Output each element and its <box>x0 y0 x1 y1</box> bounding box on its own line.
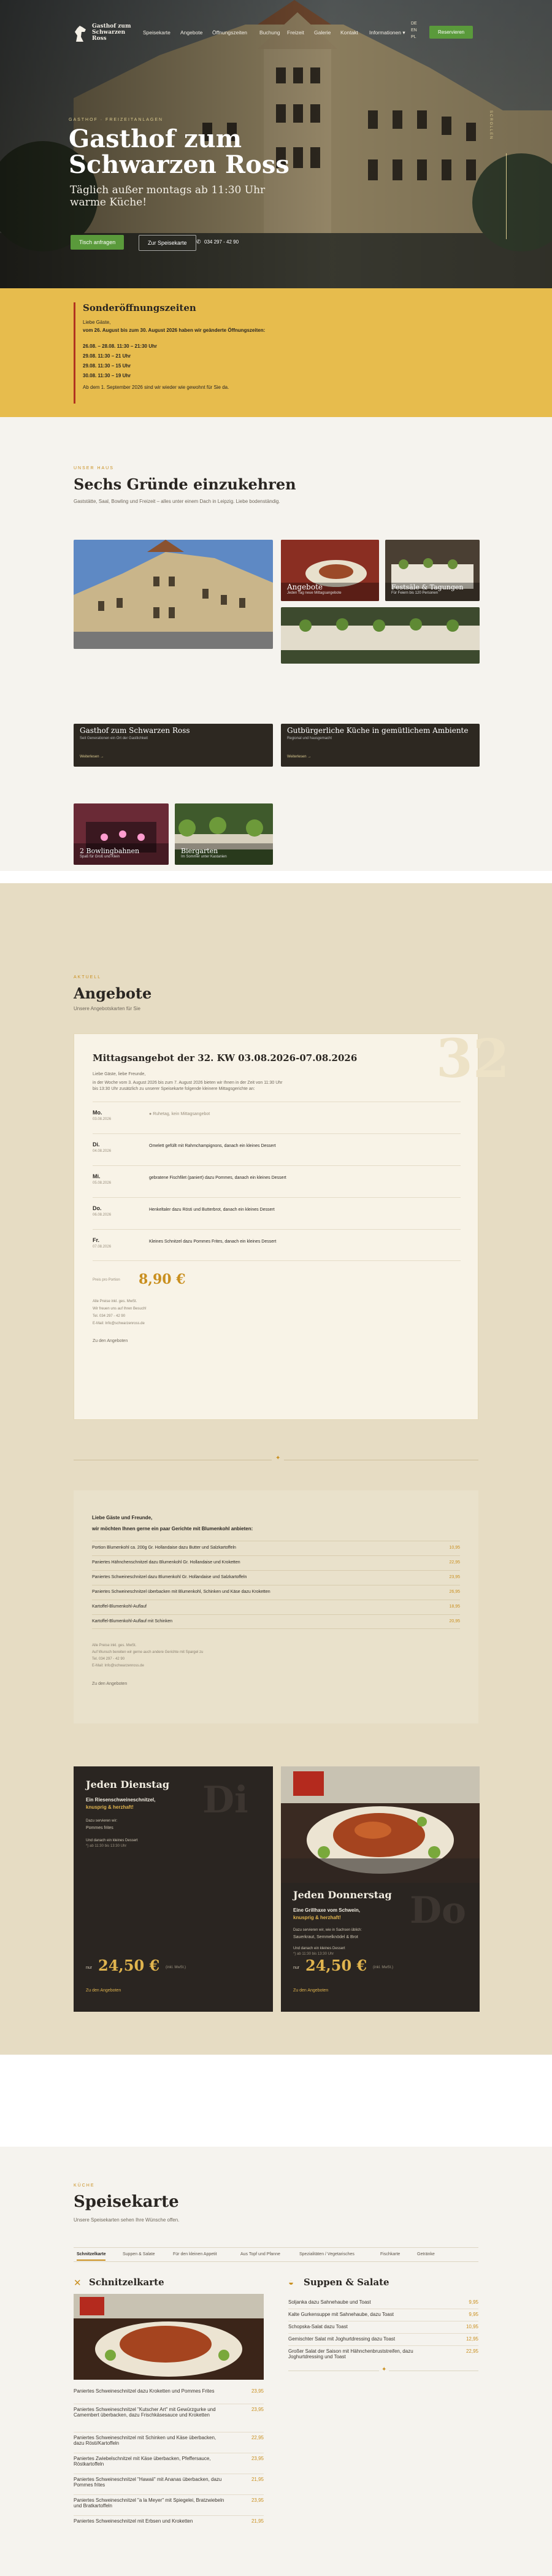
cauliflower-offers-link[interactable]: Zu den Angeboten <box>92 1682 128 1686</box>
weekly-day-row <box>93 1133 461 1165</box>
reason-tile-biergarten-title: Biergarten <box>181 847 218 855</box>
hero-subtitle-line-2: warme Küche! <box>70 196 147 209</box>
notice-greeting: Liebe Gäste, <box>83 320 111 325</box>
tab-getraenke[interactable]: Getränke <box>417 2252 435 2256</box>
reason-tile-gasthof-more-link[interactable]: Weiterlesen → <box>80 755 104 759</box>
menu-item-price: 21,95 <box>251 2518 264 2524</box>
thursday-offer-card <box>281 1766 480 2012</box>
notice-time-4: 30.08. 11:30 – 19 Uhr <box>83 373 131 378</box>
lang-pl[interactable]: PL <box>411 35 416 39</box>
notice-box <box>74 302 442 404</box>
thursday-offers-link[interactable]: Zu den Angeboten <box>293 1988 329 1993</box>
menu-eyebrow: KÜCHE <box>74 2183 95 2188</box>
tab-suppen-salate[interactable]: Suppen & Salate <box>123 2252 155 2256</box>
weekly-offer-greeting: Liebe Gäste, liebe Freunde, <box>93 1072 146 1076</box>
menu-item-name: Paniertes Schweineschnitzel mit Erbsen und Kroketten <box>74 2518 193 2524</box>
reasons-eyebrow: UNSER HAUS <box>74 466 114 470</box>
weekly-price-label: Preis pro Portion <box>93 1278 120 1282</box>
tuesday-price: 24,50 € <box>98 1957 160 1974</box>
weekly-day-row <box>93 1229 461 1261</box>
weekly-day-row <box>93 1197 461 1229</box>
reasons-title: Sechs Gründe einzukehren <box>74 475 296 493</box>
menu-section <box>0 2147 552 2576</box>
menu-item-name: Großer Salat der Saison mit Hähnchenbruststreifen, dazu Joghurtdressing und Toast <box>288 2348 413 2359</box>
hero-eyebrow: GASTHOF · FREIZEITANLAGEN <box>69 118 164 122</box>
notice-times <box>83 342 442 381</box>
thursday-note-2: *) ab 11:30 bis 13:30 Uhr <box>293 1952 334 1956</box>
thursday-price: 24,50 € <box>305 1957 367 1974</box>
weekly-day-date: 07.08.2026 <box>93 1245 112 1249</box>
weekly-day-name: Do. <box>93 1205 102 1211</box>
reasons-section <box>0 417 552 871</box>
menu-item-name: Paniertes Zwiebelschnitzel mit Käse überbacken, Pfeffersauce, Röstkartoffeln <box>74 2456 211 2467</box>
cauliflower-greeting: Liebe Gäste und Freunde, <box>92 1515 153 1520</box>
menu-right-title: Suppen & Salate <box>304 2277 389 2288</box>
weekly-offer-bignum: 32 <box>436 1028 510 1090</box>
tab-topf-pfanne[interactable]: Aus Topf und Pfanne <box>240 2252 280 2256</box>
menu-item-name: Paniertes Schweineschnitzel mit Schinken und Käse überbacken, dazu Rösti/Kartoffeln <box>74 2435 217 2446</box>
cauliflower-item-name: Portion Blumenkohl ca. 200g Gr. Hollandaise dazu Butter und Salzkartoffeln <box>92 1546 236 1550</box>
cauliflower-item-name: Paniertes Hähnchenschnitzel dazu Blumenkohl Gr. Hollandaise und Kroketten <box>92 1560 240 1565</box>
menu-item-name: Schopska-Salat dazu Toast <box>288 2324 348 2329</box>
menu-left-title: Schnitzelkarte <box>89 2277 164 2288</box>
menu-item-price: 9,95 <box>469 2299 478 2305</box>
cauliflower-item-name: Kartoffel-Blumenkohl-Auflauf <box>92 1604 147 1609</box>
nav-item-speisekarte[interactable]: Speisekarte <box>143 29 171 36</box>
reason-tile-kueche-title: Gutbürgerliche Küche in gemütlichem Ambiente <box>287 726 469 735</box>
tab-spezialitaeten[interactable]: Spezialitäten / Vegetarisches <box>299 2252 355 2256</box>
menu-item-name: Paniertes Schweineschnitzel dazu Kroketten und Pommes Frites <box>74 2388 215 2394</box>
cauliflower-item <box>92 1614 460 1629</box>
thursday-headline: Eine Grillhaxe vom Schwein, <box>293 1907 360 1913</box>
tuesday-price-from: nur <box>86 1966 93 1970</box>
reason-tile-festsaal-text: Für Feiern bis 120 Personen <box>391 591 439 595</box>
offers-eyebrow: AKTUELL <box>74 975 102 979</box>
thursday-roast-image <box>281 1766 480 1883</box>
weekly-day-name: Fr. <box>93 1237 100 1243</box>
weekly-price: 8,90 € <box>139 1271 186 1287</box>
hero-section <box>0 0 552 288</box>
cauliflower-intro: wir möchten Ihnen gerne ein paar Gerichte mit Blumenkohl anbieten: <box>92 1526 253 1531</box>
weekly-day-date: 05.08.2026 <box>93 1181 112 1185</box>
menu-item <box>288 2346 478 2366</box>
menu-item <box>74 2432 264 2453</box>
soup-bowl-icon: ◒ <box>288 2277 294 2288</box>
menu-title: Speisekarte <box>74 2193 179 2211</box>
menu-item-name: Kalte Gurkensuppe mit Sahnehaube, dazu Toast <box>288 2312 394 2317</box>
weekly-offer-intro-2: bis 13:30 Uhr zusätzlich zu unserer Speisekarte folgende kleinere Mittagsgerichte an: <box>93 1087 255 1091</box>
menu-item-price: 10,95 <box>466 2324 478 2329</box>
tuesday-served: Pommes frites <box>86 1826 113 1830</box>
weekly-day-dish: gebratene Fischfilet (paniert) dazu Pommes, danach ein kleines Dessert <box>149 1176 286 1180</box>
reason-tile-festsaal[interactable] <box>385 540 480 601</box>
cauliflower-item-name: Paniertes Schweineschnitzel dazu Blumenkohl Gr. Hollandaise und Salzkartoffeln <box>92 1575 247 1579</box>
reason-tile-kueche-text: Regional und hausgemacht <box>287 737 332 740</box>
reason-tile-kueche[interactable] <box>281 724 480 767</box>
reason-tile-festsaal-title: Festsäle & Tagungen <box>391 583 464 591</box>
cauliflower-item-price: 20,95 <box>449 1619 460 1623</box>
nav-item-buchung[interactable]: Buchung <box>259 29 280 36</box>
reason-tile-gasthof-title: Gasthof zum Schwarzen Ross <box>80 726 190 735</box>
lang-de[interactable]: DE <box>411 21 417 26</box>
special-hours-notice <box>0 288 552 417</box>
reason-tile-biergarten-caption <box>181 847 227 859</box>
weekly-note: Tel. 034 297 - 42 90 <box>93 1314 126 1318</box>
cauliflower-item <box>92 1555 460 1570</box>
cauliflower-item-price: 10,95 <box>449 1546 460 1550</box>
thursday-served-label: Dazu servieren wir, wie in Sachsen üblich: <box>293 1928 362 1932</box>
menu-item <box>74 2495 264 2516</box>
tab-schnitzelkarte[interactable]: Schnitzelkarte <box>77 2252 105 2261</box>
menu-item-price: 23,95 <box>251 2407 264 2412</box>
menu-item-price: 22,95 <box>466 2348 478 2354</box>
weekly-offer-days <box>93 1102 461 1261</box>
menu-item <box>74 2386 264 2404</box>
tuesday-served-label: Dazu servieren wir: <box>86 1819 118 1823</box>
thursday-price-note: (inkl. MwSt.) <box>373 1966 393 1969</box>
weekly-notes <box>93 1298 147 1327</box>
notice-time-1: 26.08. – 28.08. 11:30 – 21:30 Uhr <box>83 343 157 349</box>
tuesday-offers-link[interactable]: Zu den Angeboten <box>86 1988 121 1993</box>
menu-item-name: Soljanka dazu Sahnehaube und Toast <box>288 2299 371 2305</box>
hero-table-request-button[interactable]: Tisch anfragen <box>71 235 124 250</box>
notice-time-3: 29.08. 11:30 – 15 Uhr <box>83 363 131 369</box>
notice-outro: Ab dem 1. September 2026 sind wir wieder wie gewohnt für Sie da. <box>83 385 229 390</box>
weekly-day-name: Mo. <box>93 1110 102 1116</box>
cauliflower-notes <box>92 1643 203 1669</box>
lang-en[interactable]: EN <box>411 28 417 33</box>
menu-item <box>288 2334 478 2346</box>
menu-item-price: 23,95 <box>251 2497 264 2503</box>
weekly-day-dish: Kleines Schnitzel dazu Pommes Frites, danach ein kleines Dessert <box>149 1240 277 1244</box>
notice-title: Sonderöffnungszeiten <box>83 302 196 313</box>
tuesday-offer-card <box>74 1766 273 2012</box>
tuesday-note-2: *) ab 11:30 bis 13:30 Uhr <box>86 1844 127 1848</box>
hero-phone-link[interactable]: 034 297 - 42 90 <box>204 239 239 245</box>
reserve-button[interactable]: Reservieren <box>429 26 473 39</box>
nav-item-angebote[interactable]: Angebote <box>180 29 203 36</box>
notice-time-2: 29.08. 11:30 – 21 Uhr <box>83 353 131 359</box>
menu-item-price: 12,95 <box>466 2336 478 2342</box>
hero-subtitle <box>70 184 265 209</box>
reason-tile-gasthof[interactable] <box>74 724 273 767</box>
brand-line-2: Schwarzen <box>92 29 126 36</box>
tuesday-headline: Ein Riesenschweineschnitzel, <box>86 1797 156 1803</box>
cauliflower-item <box>92 1600 460 1614</box>
thursday-title: Jeden Donnerstag <box>293 1889 392 1901</box>
weekly-day-date: 03.08.2026 <box>93 1117 112 1121</box>
weekly-day-date: 06.08.2026 <box>93 1213 112 1217</box>
tuesday-price-note: (inkl. MwSt.) <box>166 1966 186 1969</box>
cauliflower-note: Auf Wunsch bereiten wir gerne auch andere Gerichte mit Spargel zu <box>92 1650 204 1654</box>
reason-tile-angebote[interactable] <box>281 540 379 601</box>
menu-item <box>288 2321 478 2334</box>
nav-item-freizeit[interactable]: Freizeit <box>287 29 304 36</box>
hero-side-text: SCROLLEN <box>489 110 493 140</box>
cauliflower-item <box>92 1585 460 1600</box>
weekly-day-dish-text: Ruhetag, kein Mittagsangebot <box>153 1112 210 1116</box>
thursday-headline-2: knusprig & herzhaft! <box>293 1915 341 1920</box>
cauliflower-item-price: 22,95 <box>449 1560 460 1565</box>
thursday-price-from: nur <box>293 1966 300 1970</box>
weekly-note: Wir freuen uns auf Ihren Besuch! <box>93 1307 147 1311</box>
reason-tile-angebote-caption <box>287 583 342 595</box>
weekly-offers-link[interactable]: Zu den Angeboten <box>93 1339 128 1343</box>
weekly-day-dish: ● Ruhetag, kein Mittagsangebot <box>149 1112 210 1116</box>
weekly-offer-card <box>74 1028 510 1420</box>
weekly-day-dish: Henkeltaler dazu Rösti und Butterbrot, danach ein kleines Dessert <box>149 1208 275 1212</box>
cauliflower-item-name: Paniertes Schweineschnitzel überbacken mit Blumenkohl, Schinken und Käse dazu Kroketten <box>92 1590 270 1594</box>
weekly-day-row <box>93 1102 461 1133</box>
reasons-subtitle: Gaststätte, Saal, Bowling und Freizeit – alles unter einem Dach in Leipzig. Liebe bodenständig. <box>74 499 280 504</box>
weekly-note: E-Mail: Info@schwarzenross.de <box>93 1322 145 1325</box>
weekly-offer-intro-1: in der Woche vom 3. August 2026 bis zum 7. August 2026 bieten wir Ihnen in der Zeit von 11:30 Uhr <box>93 1081 283 1085</box>
menu-item-name: Gemischter Salat mit Joghurtdressing dazu Toast <box>288 2336 396 2342</box>
menu-item-price: 22,95 <box>251 2435 264 2440</box>
offers-title: Angebote <box>74 984 152 1002</box>
menu-subtitle: Unsere Speisekarten sehen Ihre Wünsche offen. <box>74 2217 180 2223</box>
schnitzel-image <box>74 2294 264 2380</box>
menu-item <box>74 2516 264 2528</box>
hero-menu-button[interactable]: Zur Speisekarte <box>139 235 196 251</box>
cutlery-icon: ✕ <box>74 2278 82 2288</box>
cauliflower-item-price: 26,95 <box>449 1590 460 1594</box>
thursday-note: Und danach ein kleines Dessert <box>293 1947 345 1950</box>
reason-tile-bowling-title: 2 Bowlingbahnen <box>80 847 140 855</box>
menu-item <box>288 2297 478 2309</box>
hero-title-line-2: Schwarzen Ross <box>69 150 289 179</box>
tuesday-title: Jeden Dienstag <box>86 1779 170 1790</box>
menu-divider-ornament-icon: ✦ <box>379 2366 389 2373</box>
weekly-day-row <box>93 1165 461 1197</box>
reason-tile-kueche-more-link[interactable]: Weiterlesen → <box>287 755 312 759</box>
hero-title-line-1: Gasthof zum <box>69 125 242 153</box>
weekly-day-date: 04.08.2026 <box>93 1149 112 1153</box>
cauliflower-offer-card <box>74 1490 478 1723</box>
reason-tile-angebote-text: Jeden Tag neue Mittagsangebote <box>287 591 342 595</box>
cauliflower-item-name: Kartoffel-Blumenkohl-Auflauf mit Schinken <box>92 1619 172 1623</box>
brand-line-1: Gasthof zum <box>92 23 131 29</box>
nav-item-informationen[interactable]: Informationen ▾ <box>369 29 405 36</box>
tab-fischkarte[interactable]: Fischkarte <box>380 2252 401 2256</box>
offers-section <box>0 883 552 2055</box>
nav-item-kontakt[interactable]: Kontakt <box>340 29 358 36</box>
tuesday-note: Und danach ein kleines Dessert <box>86 1839 138 1842</box>
horse-logo-icon[interactable] <box>72 25 88 43</box>
menu-item-price: 23,95 <box>251 2456 264 2461</box>
tuesday-deco-text: Di <box>202 1779 248 1822</box>
menu-item-name: Paniertes Schweineschnitzel "Kutscher Art" mit Gewürzgurke und Camembert überbacken, dazu Frischkäsesauce und Kroketten <box>74 2407 216 2418</box>
tuesday-headline-2: knusprig & herzhaft! <box>86 1804 134 1810</box>
cauliflower-note: E-Mail: Info@schwarzenross.de <box>92 1664 144 1668</box>
cauliflower-note: Alle Preise inkl. ges. MwSt. <box>92 1644 137 1647</box>
thursday-served: Sauerkraut, Semmelknödel & Brot <box>293 1935 358 1939</box>
thursday-deco-text: Do <box>410 1889 467 1932</box>
reason-tile-bowling-caption <box>80 847 139 859</box>
weekly-day-dish: Omelett gefüllt mit Rahmchampignons, danach ein kleines Dessert <box>149 1144 276 1148</box>
menu-item-price: 9,95 <box>469 2312 478 2317</box>
reason-tile-gasthof-text: Seit Generationen ein Ort der Gastlichkeit <box>80 737 148 740</box>
brand-line-3: Ross <box>92 36 107 42</box>
cauliflower-item-price: 23,95 <box>449 1575 460 1579</box>
weekly-day-name: Di. <box>93 1141 100 1148</box>
reason-tile-bowling-text: Spaß für Groß und Klein <box>80 855 120 859</box>
menu-item-price: 21,95 <box>251 2477 264 2482</box>
tab-kleiner-appetit[interactable]: Für den kleinen Appetit <box>173 2252 217 2256</box>
menu-item-price: 23,95 <box>251 2388 264 2394</box>
nav-item-galerie[interactable]: Galerie <box>314 29 331 36</box>
weekly-day-name: Mi. <box>93 1173 101 1179</box>
reason-tile-festsaal-caption <box>391 583 464 595</box>
reason-tile-bowling[interactable] <box>74 803 169 865</box>
hero-subtitle-line-1: Täglich außer montags ab 11:30 Uhr <box>70 184 266 196</box>
menu-item-name: Paniertes Schweineschnitzel "Hawaii" mit Ananas überbacken, dazu Pommes frites <box>74 2477 222 2488</box>
menu-item <box>288 2309 478 2321</box>
weekly-offer-title: Mittagsangebot der 32. KW 03.08.2026-07.08.2026 <box>93 1052 358 1064</box>
brand-logo-text[interactable] <box>92 23 131 42</box>
hero-phone-icon[interactable]: ✆ <box>196 239 201 245</box>
reason-tile-biergarten-text: Im Sommer unter Kastanien <box>181 855 227 859</box>
weekly-note: Alle Preise inkl. ges. MwSt. <box>93 1300 137 1303</box>
reason-tile-angebote-title: Angebote <box>287 583 323 591</box>
reason-tile-house-image[interactable] <box>74 540 273 649</box>
nav-item-oeffnungszeiten[interactable]: Öffnungszeiten <box>212 29 248 36</box>
cauliflower-note: Tel. 034 297 - 42 90 <box>92 1657 125 1661</box>
reason-tile-restaurant-image[interactable] <box>281 607 480 664</box>
cauliflower-item-price: 18,95 <box>449 1604 460 1609</box>
hero-scroll-indicator <box>504 153 509 239</box>
menu-item <box>74 2404 264 2432</box>
menu-item-name: Paniertes Schweineschnitzel "a la Meyer" mit Spiegelei, Bratzwiebeln und Bratkartoffeln <box>74 2497 224 2509</box>
top-navigation <box>0 0 552 67</box>
notice-intro: vom 26. August bis zum 30. August 2026 haben wir geänderte Öffnungszeiten: <box>83 328 266 333</box>
cauliflower-item <box>92 1570 460 1585</box>
reason-tile-biergarten[interactable] <box>175 803 273 865</box>
hero-title <box>69 126 289 178</box>
menu-item <box>74 2474 264 2495</box>
menu-item <box>74 2453 264 2474</box>
cauliflower-item <box>92 1541 460 1555</box>
offers-subtitle: Unsere Angebotskarten für Sie <box>74 1006 140 1011</box>
divider-ornament-icon: ✦ <box>272 1455 284 1462</box>
